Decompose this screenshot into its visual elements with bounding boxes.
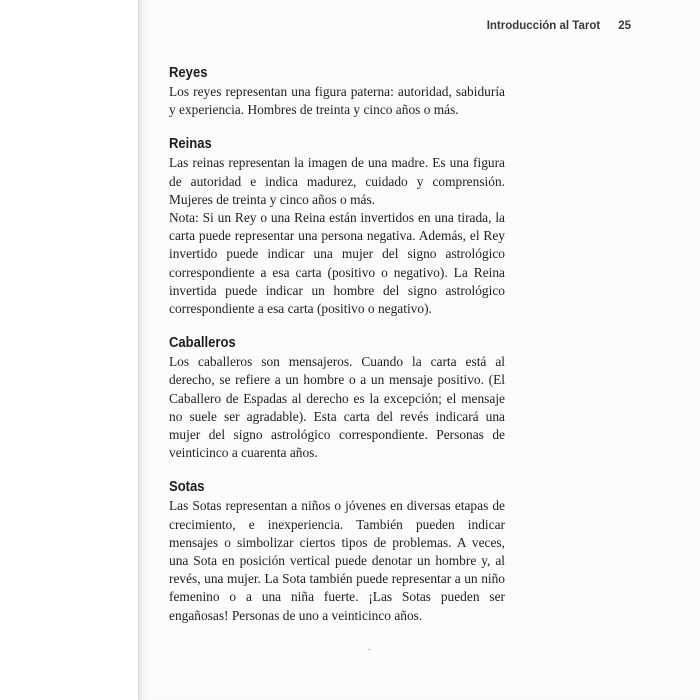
section-heading: Sotas xyxy=(169,479,205,496)
section-heading: Reyes xyxy=(169,65,208,81)
header-title: Introducción al Tarot xyxy=(486,20,601,32)
section-caballeros xyxy=(169,334,505,462)
print-smudge: ˘ xyxy=(367,649,372,659)
page-number: 25 xyxy=(618,20,631,32)
page-content xyxy=(169,64,505,641)
section-sotas xyxy=(169,478,505,624)
paragraph: Las Sotas representan a niños o jóvenes en diversas etapas de crecimiento, e inexperiencia. También pueden indicar mensajes o simbolizar ciertos tipos de problemas. A veces, una Sota en posición vertical puede denotar un hombre y, al revés, una mujer. La Sota también puede representar a un niño femenino o a una niña fuerte. ¡Las Sotas pueden ser engañosas! Personas de uno a veinticinco años. xyxy=(169,498,505,623)
section-body xyxy=(169,83,505,119)
note-paragraph: Nota: Si un Rey o una Reina están invertidos en una tirada, la carta puede representar una persona negativa. Además, el Rey invertido puede indicar una mujer del signo astrológico correspondiente a esa carta (positivo o negativo). La Reina invertida puede indicar un hombre del signo astrológico correspondiente a esa carta (positivo o negativo). xyxy=(169,210,505,317)
section-heading: Reinas xyxy=(169,136,212,153)
paragraph: Los caballeros son mensajeros. Cuando la carta está al derecho, se refiere a un hombre o a un mensaje positivo. (El Caballero de Espadas al derecho es la excepción; el mensaje no suele ser agradable). Esta carta del revés indicará una mujer del signo astrológico correspondiente. Personas de veinticinco a cuarenta años. xyxy=(169,354,505,461)
section-body xyxy=(169,353,505,462)
paragraph: Las reinas representan la imagen de una madre. Es una figura de autoridad e indica madurez, cuidado y comprensión. Mujeres de treinta y cinco años o más. xyxy=(169,155,505,207)
book-page xyxy=(138,0,700,700)
running-header xyxy=(361,20,631,32)
section-heading: Caballeros xyxy=(169,335,236,352)
section-reinas xyxy=(169,135,505,318)
section-body xyxy=(169,497,505,624)
section-body xyxy=(169,154,505,318)
section-reyes xyxy=(169,64,505,119)
paragraph: Los reyes representan una figura paterna: autoridad, sabiduría y experiencia. Hombres de treinta y cinco años o más. xyxy=(169,84,505,118)
